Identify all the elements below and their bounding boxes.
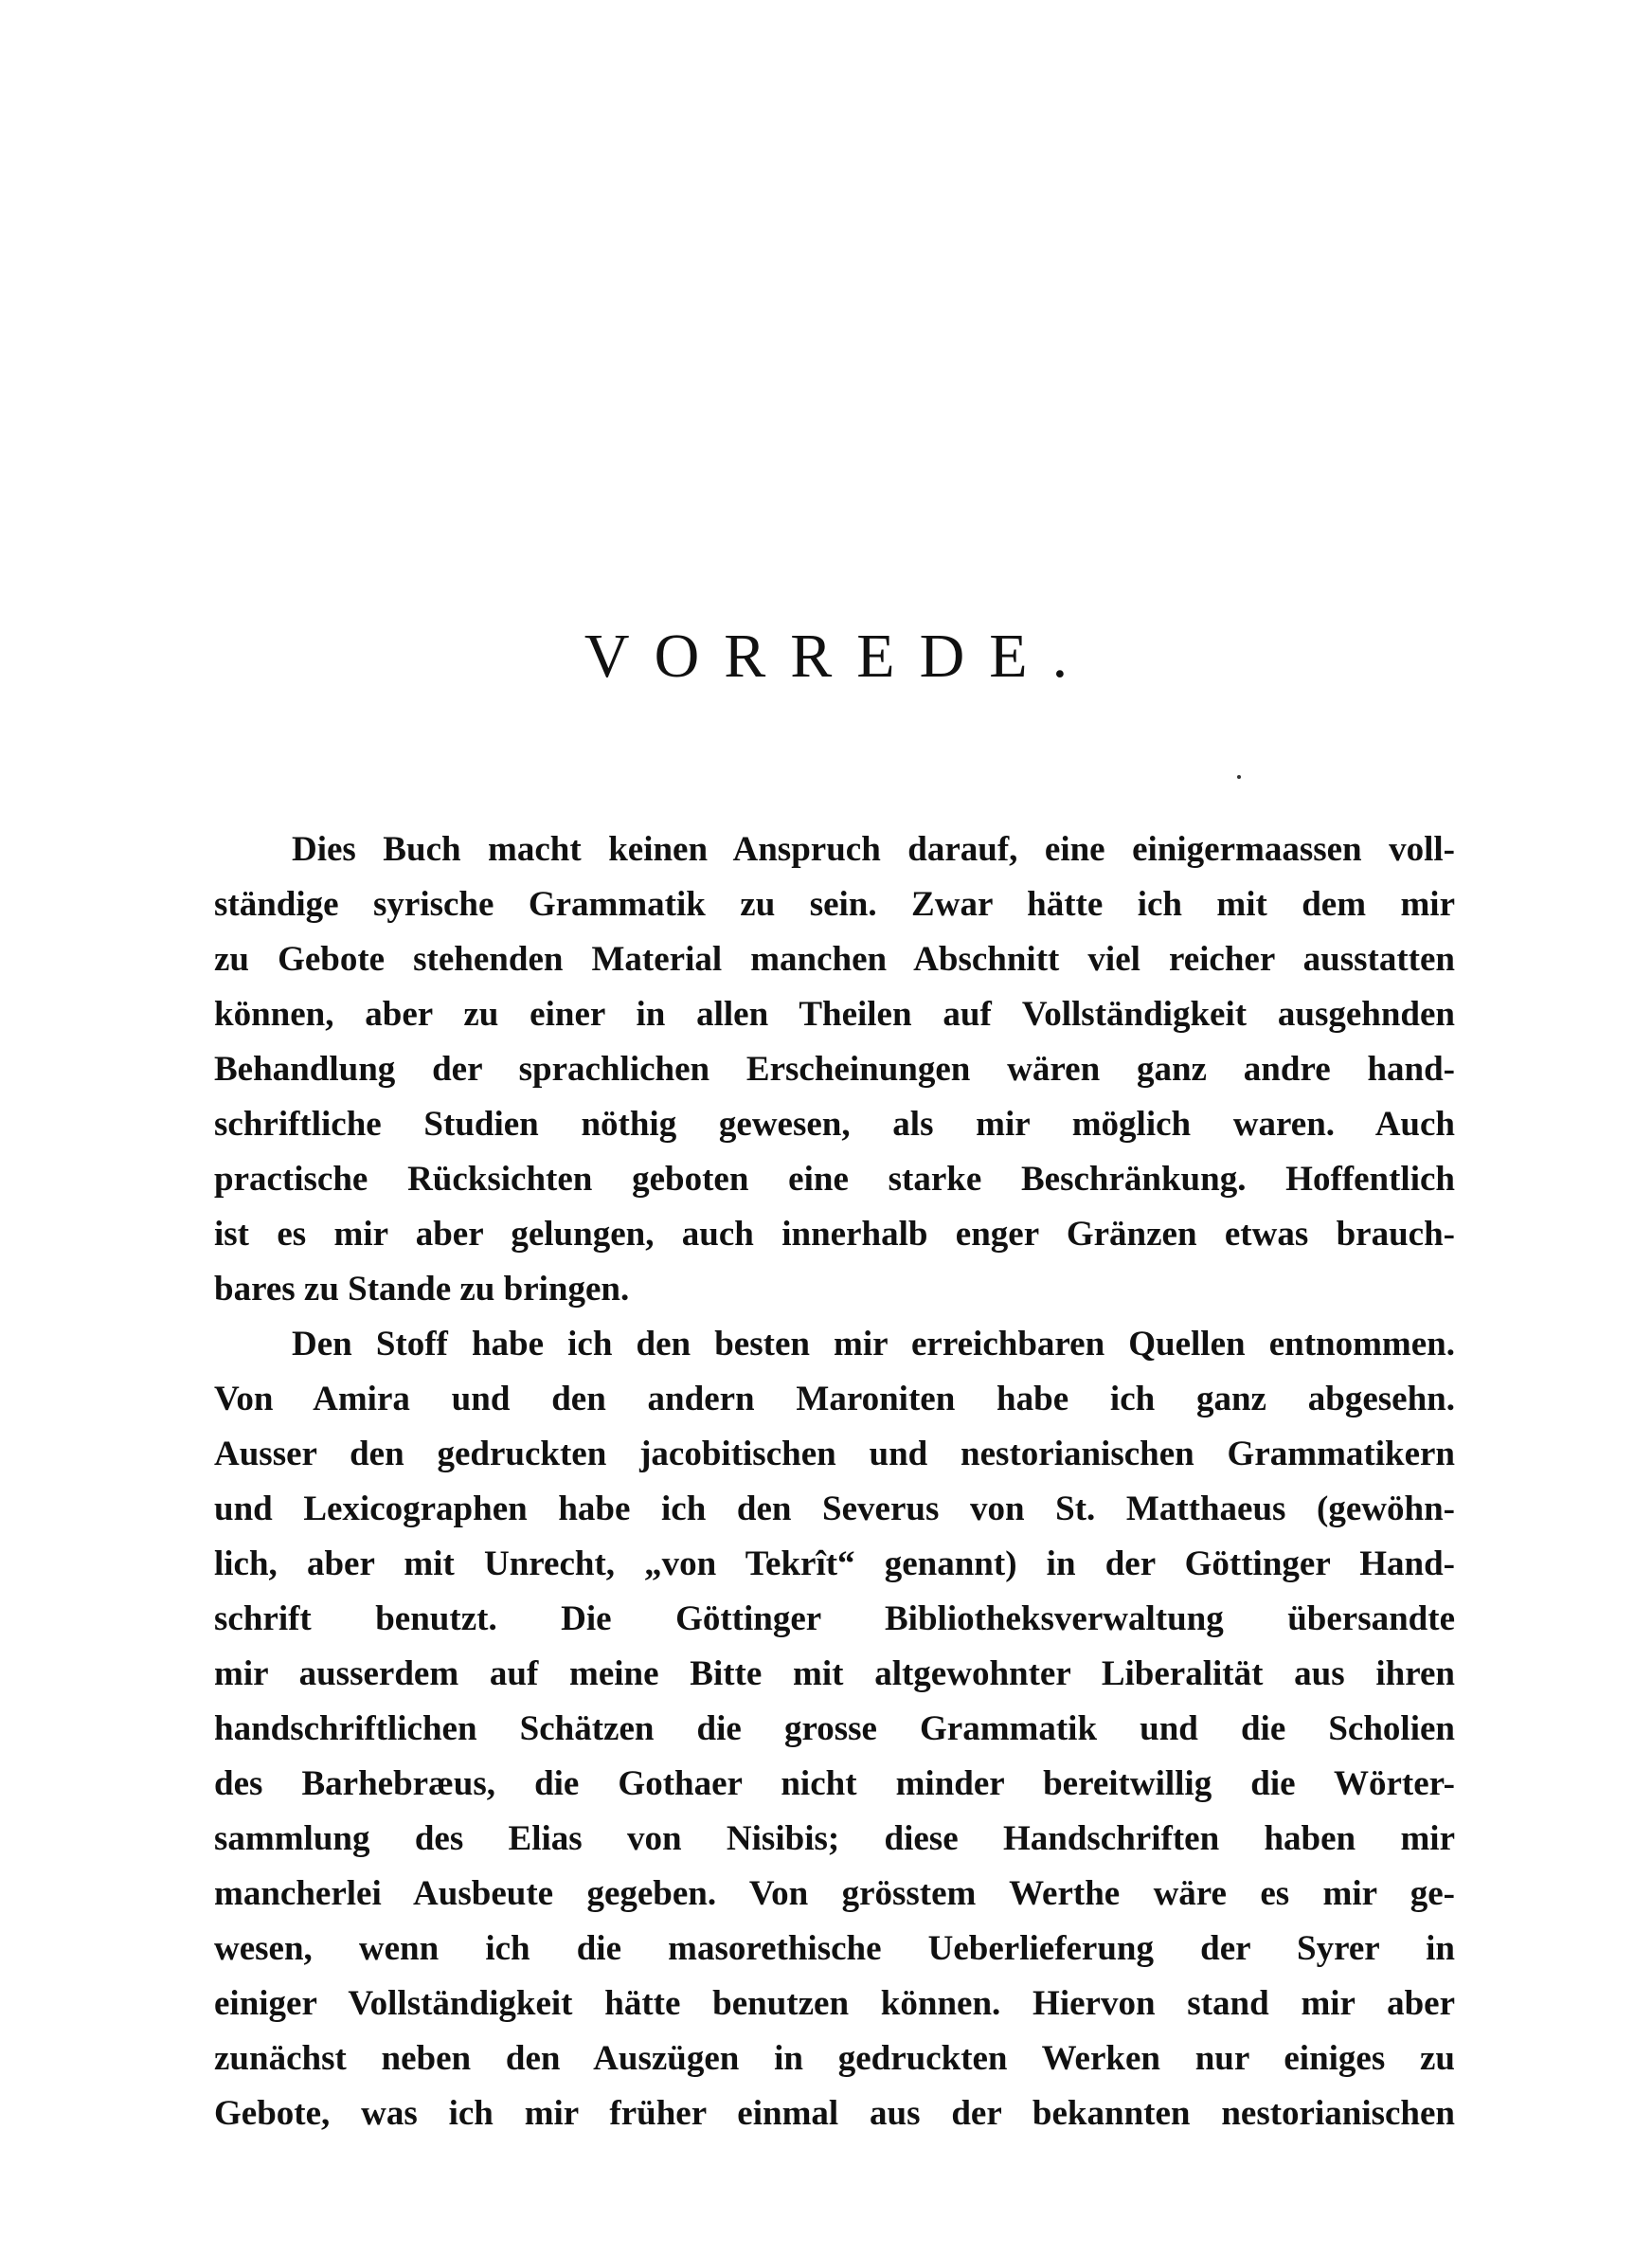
text-line: ständige syrische Grammatik zu sein. Zwar hätte ich mit dem mir: [214, 885, 1455, 924]
text-line: schrift benutzt. Die Göttinger Bibliotheksverwaltung übersandte: [214, 1599, 1455, 1638]
text-line: bares zu Stande zu bringen.: [214, 1270, 630, 1309]
body-text: [214, 822, 1455, 2141]
text-line: Ausser den gedruckten jacobitischen und nestorianischen Grammatikern: [214, 1435, 1455, 1473]
text-line: mir ausserdem auf meine Bitte mit altgewohnter Liberalität aus ihren: [214, 1654, 1455, 1693]
text-line: practische Rücksichten geboten eine starke Beschränkung. Hoffentlich: [214, 1160, 1455, 1199]
text-line: Gebote, was ich mir früher einmal aus der bekannten nestorianischen: [214, 2094, 1455, 2133]
text-line: und Lexicographen habe ich den Severus von St. Matthaeus (gewöhn-: [214, 1490, 1455, 1528]
text-line: Behandlung der sprachlichen Erscheinungen wären ganz andre hand-: [214, 1050, 1455, 1089]
text-line: handschriftlichen Schätzen die grosse Grammatik und die Scholien: [214, 1709, 1455, 1748]
page-title: VORREDE.: [584, 622, 1093, 691]
text-line: einiger Vollständigkeit hätte benutzen können. Hiervon stand mir aber: [214, 1984, 1455, 2023]
text-line: wesen, wenn ich die masorethische Ueberlieferung der Syrer in: [214, 1929, 1455, 1968]
text-line: Dies Buch macht keinen Anspruch darauf, eine einigermaassen voll-: [292, 830, 1455, 869]
text-line: können, aber zu einer in allen Theilen auf Vollständigkeit ausgehnden: [214, 995, 1455, 1034]
text-line: des Barhebræus, die Gothaer nicht minder bereitwillig die Wörter-: [214, 1764, 1455, 1803]
text-line: schriftliche Studien nöthig gewesen, als mir möglich waren. Auch: [214, 1105, 1455, 1144]
text-line: zu Gebote stehenden Material manchen Abschnitt viel reicher ausstatten: [214, 940, 1455, 979]
text-line: lich, aber mit Unrecht, „von Tekrît“ genannt) in der Göttinger Hand-: [214, 1544, 1455, 1583]
text-line: zunächst neben den Auszügen in gedruckten Werken nur einiges zu: [214, 2039, 1455, 2078]
paragraph-1: [214, 822, 1455, 1317]
text-line: Von Amira und den andern Maroniten habe ich ganz abgesehn.: [214, 1380, 1455, 1418]
text-line: Den Stoff habe ich den besten mir erreichbaren Quellen entnommen.: [292, 1325, 1455, 1363]
text-line: ist es mir aber gelungen, auch innerhalb enger Gränzen etwas brauch-: [214, 1215, 1455, 1254]
text-line: sammlung des Elias von Nisibis; diese Handschriften haben mir: [214, 1819, 1455, 1858]
paragraph-2: [214, 1317, 1455, 2141]
text-line: mancherlei Ausbeute gegeben. Von grösstem Werthe wäre es mir ge-: [214, 1874, 1455, 1913]
print-speck: [1237, 775, 1241, 779]
